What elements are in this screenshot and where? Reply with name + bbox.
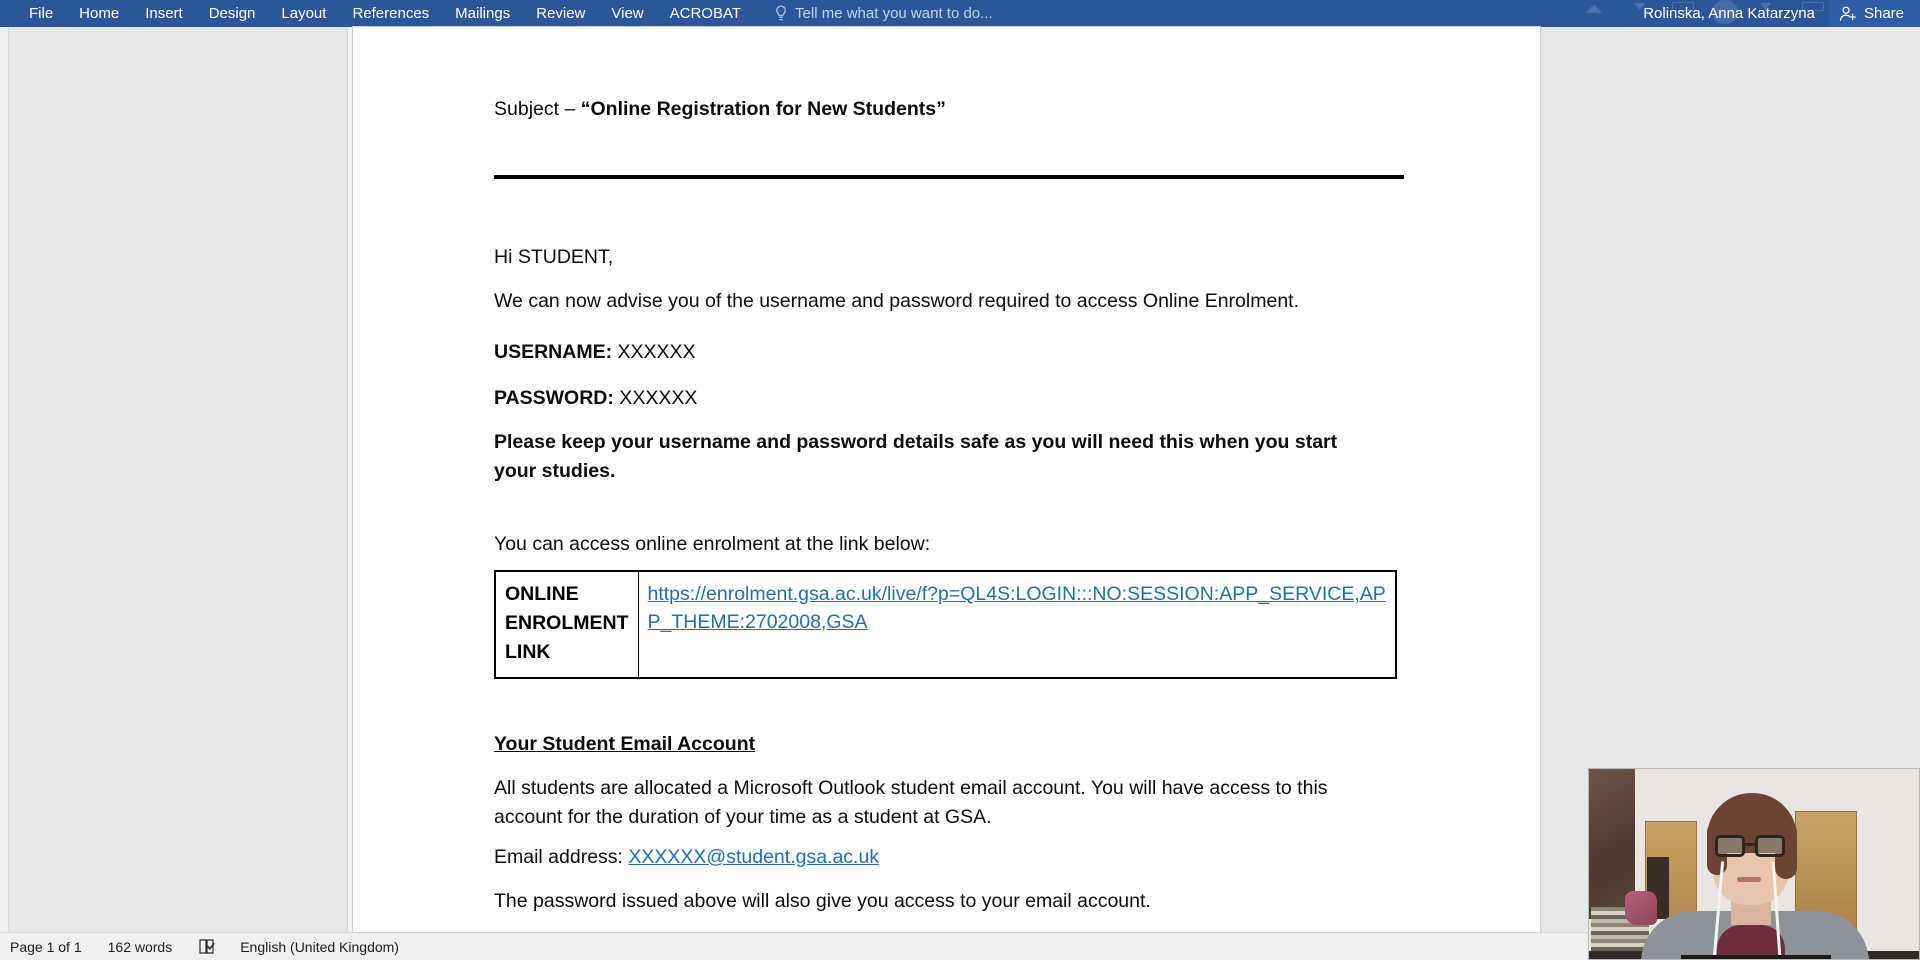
tab-design[interactable]: Design <box>208 5 256 22</box>
username-label: USERNAME: <box>494 341 613 363</box>
share-button-label: Share <box>1863 5 1904 22</box>
subject-title: “Online Registration for New Students” <box>580 98 946 120</box>
email-address-paragraph <box>494 843 879 872</box>
tell-me-search[interactable] <box>774 5 993 22</box>
password-label: PASSWORD: <box>494 387 614 409</box>
intro-paragraph: We can now advise you of the username and password required to access Online Enrolment. <box>494 290 1299 312</box>
share-button[interactable] <box>1829 0 1920 27</box>
subject-prefix: Subject – <box>494 98 581 120</box>
tab-view[interactable]: View <box>611 5 644 22</box>
status-language[interactable]: English (United Kingdom) <box>240 938 399 955</box>
enrolment-url-link[interactable]: https://enrolment.gsa.ac.uk/live/f?p=QL4S:LOGIN:::NO:SESSION:APP_SERVICE,APP_THEME:2702008,GSA <box>647 583 1386 633</box>
outlook-account-paragraph: All students are allocated a Microsoft Outlook student email account. You will have access to this account for the duration of your time as a student at GSA. <box>494 777 1328 828</box>
access-link-paragraph: You can access online enrolment at the link below: <box>494 533 931 555</box>
password-value: XXXXXX <box>613 387 698 409</box>
horizontal-rule <box>494 175 1404 179</box>
status-word-count[interactable]: 162 words <box>107 938 173 955</box>
password-line <box>494 384 697 413</box>
tab-references[interactable]: References <box>352 5 430 22</box>
email-section-heading: Your Student Email Account <box>494 733 756 755</box>
presenter-webcam-overlay[interactable] <box>1588 768 1920 960</box>
table-cell-link <box>638 571 1396 678</box>
document-page[interactable] <box>353 27 1540 933</box>
username-value: XXXXXX <box>612 341 696 363</box>
tab-file[interactable]: File <box>29 5 54 22</box>
proofing-errors-icon[interactable] <box>198 938 218 955</box>
webcam-glasses-right-lens <box>1755 835 1785 857</box>
ribbon-right-cluster <box>1629 0 1920 27</box>
greeting-line: Hi STUDENT, <box>494 246 614 268</box>
webcam-laptop-edge <box>1681 955 1831 960</box>
password-note-paragraph: The password issued above will also give you access to your email account. <box>494 890 1151 912</box>
tab-review[interactable]: Review <box>536 5 586 22</box>
account-user-name[interactable]: Rolinska, Anna Katarzyna <box>1643 5 1815 22</box>
table-cell-label: ONLINE ENROLMENT LINK <box>495 571 638 678</box>
webcam-glasses-left-lens <box>1715 835 1745 857</box>
subject-line <box>494 95 946 124</box>
email-address-label: Email address: <box>494 846 629 868</box>
share-person-icon <box>1839 5 1857 23</box>
student-email-link[interactable]: XXXXXX@student.gsa.ac.uk <box>628 846 880 868</box>
webcam-glasses-bridge <box>1745 843 1755 846</box>
table-row <box>495 571 1396 678</box>
ghost-toolbar-glyph <box>1586 4 1602 13</box>
safety-note-paragraph: Please keep your username and password details safe as you will need this when you start your studies. <box>494 431 1338 482</box>
tab-home[interactable]: Home <box>79 5 120 22</box>
webcam-person-mouth <box>1737 877 1761 882</box>
status-page-info[interactable]: Page 1 of 1 <box>10 938 82 955</box>
webcam-fabric-item <box>1625 891 1657 925</box>
tab-insert[interactable]: Insert <box>145 5 183 22</box>
tab-acrobat[interactable]: ACROBAT <box>669 5 742 22</box>
left-edge-rail <box>0 27 9 933</box>
ribbon-tab-bar <box>0 0 1920 27</box>
username-line <box>494 338 696 367</box>
enrolment-link-table <box>494 570 1397 679</box>
tab-layout[interactable]: Layout <box>281 5 327 22</box>
lightbulb-icon <box>774 5 788 22</box>
tab-mailings[interactable]: Mailings <box>455 5 511 22</box>
tell-me-placeholder-text: Tell me what you want to do... <box>795 5 993 22</box>
